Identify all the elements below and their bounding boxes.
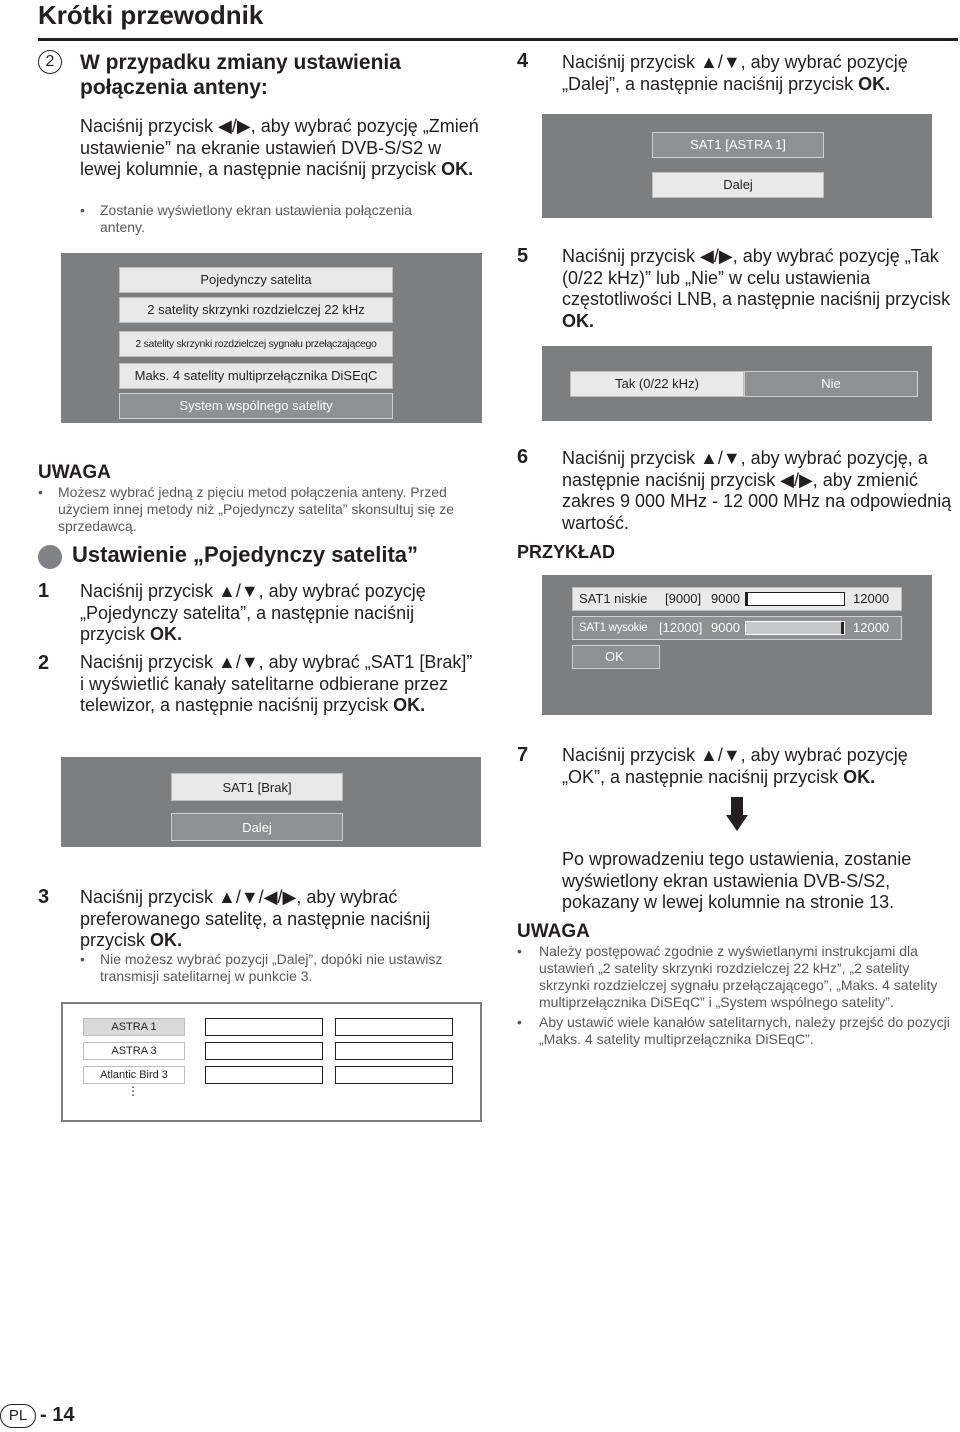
step-text-body: Naciśnij przycisk ▲/▼/◀/▶, aby wybrać preferowanego satelitę, a następnie naciśnij przycisk bbox=[80, 887, 431, 950]
no-button[interactable]: Nie bbox=[744, 371, 918, 397]
menu-item-2-sat-toneburst[interactable]: 2 satelity skrzynki rozdzielczej sygnału przełączającego bbox=[119, 331, 393, 357]
menu-item-common-satellite[interactable]: System wspólnego satelity bbox=[119, 393, 393, 419]
step-text bbox=[562, 745, 952, 788]
step-text-body: Naciśnij przycisk ▲/▼, aby wybrać pozycję „OK”, a następnie naciśnij przycisk bbox=[562, 745, 908, 787]
page-title: Krótki przewodnik bbox=[38, 0, 264, 30]
empty-slot[interactable] bbox=[335, 1018, 453, 1036]
note-bullet: • Aby ustawić wiele kanałów satelitarnych, należy przejść do pozycji „Maks. 4 satelity multiprzełącznika DiSEqC”. bbox=[517, 1014, 950, 1047]
menu-item-4-sat-diseqc[interactable]: Maks. 4 satelity multiprzełącznika DiSEqC bbox=[119, 363, 393, 389]
section-paragraph-text: Naciśnij przycisk ◀/▶, aby wybrać pozycję „Zmień ustawienie” na ekranie ustawień DVB-S/S2 w lewej kolumnie, a następnie naciśnij przycisk bbox=[80, 116, 479, 179]
step-text-body: Naciśnij przycisk ▲/▼, aby wybrać pozycję „Dalej”, a następnie naciśnij przycisk bbox=[562, 52, 908, 94]
empty-slot[interactable] bbox=[205, 1042, 323, 1060]
empty-slot[interactable] bbox=[335, 1042, 453, 1060]
lnb-high-slider-fill bbox=[746, 622, 844, 634]
lnb-high-value: [12000] bbox=[659, 620, 703, 635]
title-rule bbox=[38, 38, 958, 41]
subsection-heading: Ustawienie „Pojedynczy satelita” bbox=[72, 542, 419, 567]
ok-label: OK. bbox=[843, 766, 876, 787]
sat1-astra1-button[interactable]: SAT1 [ASTRA 1] bbox=[652, 132, 824, 158]
satellite-astra3[interactable]: ASTRA 3 bbox=[83, 1042, 185, 1060]
ok-label: OK. bbox=[150, 624, 183, 644]
empty-slot[interactable] bbox=[205, 1018, 323, 1036]
note-text-body: Możesz wybrać jedną z pięciu metod połączenia anteny. Przed użyciem innej metody niż „Pojedynczy satelita” skonsultuj się ze sprzedawcą. bbox=[58, 484, 455, 534]
antenna-menu-panel bbox=[61, 253, 482, 423]
lnb-low-max: 12000 bbox=[853, 591, 890, 606]
step-number: 5 bbox=[517, 245, 529, 267]
lnb-low-row[interactable] bbox=[572, 587, 902, 611]
empty-slot[interactable] bbox=[205, 1066, 323, 1084]
more-items-icon: ⋮ bbox=[127, 1084, 139, 1098]
lnb-low-slider[interactable] bbox=[745, 592, 845, 606]
frequency-menu-panel bbox=[542, 575, 932, 715]
step-text: Naciśnij przycisk ▲/▼, aby wybrać pozycję, a następnie naciśnij przycisk ◀/▶, aby zmienić zakres 9 000 MHz - 12 000 MHz na odpowiednią wartość. bbox=[562, 448, 952, 533]
ok-button[interactable]: OK bbox=[572, 645, 660, 669]
next-button[interactable]: Dalej bbox=[652, 172, 824, 198]
lnb-low-slider-fill bbox=[746, 593, 748, 605]
lnb-high-label: SAT1 wysokie bbox=[579, 622, 648, 634]
section-paragraph bbox=[80, 116, 480, 181]
language-badge: PL bbox=[0, 1404, 36, 1428]
sat1-menu-panel bbox=[61, 757, 481, 847]
next-button[interactable]: Dalej bbox=[171, 813, 343, 841]
lnb-low-label: SAT1 niskie bbox=[579, 591, 648, 606]
lnb-high-min: 9000 bbox=[711, 620, 740, 635]
empty-slot[interactable] bbox=[335, 1066, 453, 1084]
ok-label: OK. bbox=[150, 930, 183, 950]
note-heading: UWAGA bbox=[517, 921, 590, 942]
step-text bbox=[80, 581, 480, 646]
step-text bbox=[80, 887, 480, 952]
page-number: - 14 bbox=[40, 1404, 75, 1426]
section-heading: W przypadku zmiany ustawienia połączenia anteny: bbox=[80, 51, 401, 99]
step-number: 7 bbox=[517, 744, 529, 766]
satellite-atlantic-bird3[interactable]: Atlantic Bird 3 bbox=[83, 1066, 185, 1084]
step-text-body: Naciśnij przycisk ◀/▶, aby wybrać pozycję „Tak (0/22 kHz)” lub „Nie” w celu ustawienia częstotliwości LNB, a następnie naciśnij przycisk bbox=[562, 246, 951, 309]
arrow-down-icon bbox=[726, 797, 748, 831]
step-number: 4 bbox=[517, 50, 529, 72]
bullet-circle-icon bbox=[38, 545, 62, 569]
step-text-body: Naciśnij przycisk ▲/▼, aby wybrać pozycję „Pojedynczy satelita”, a następnie naciśnij przycisk bbox=[80, 581, 426, 644]
step-bullet-text: Nie możesz wybrać pozycji „Dalej”, dopóki nie ustawisz transmisji satelitarnej w punkcie 3. bbox=[100, 951, 443, 984]
section-bullet-text: Zostanie wyświetlony ekran ustawienia połączenia anteny. bbox=[100, 202, 413, 235]
lnb-high-slider[interactable] bbox=[745, 621, 845, 635]
note-heading: UWAGA bbox=[38, 462, 111, 483]
step-number: 6 bbox=[517, 446, 529, 468]
ok-label: OK. bbox=[393, 695, 426, 715]
ok-label: OK. bbox=[441, 159, 474, 179]
ok-label: OK. bbox=[562, 310, 595, 331]
step-text-body: Naciśnij przycisk ▲/▼, aby wybrać „SAT1 [Brak]” i wyświetlić kanały satelitarne odbierane przez telewizor, a następnie naciśnij przycisk bbox=[80, 652, 473, 715]
section-bullet: • Zostanie wyświetlony ekran ustawienia połączenia anteny. bbox=[80, 202, 413, 235]
after-setting-text: Po wprowadzeniu tego ustawienia, zostanie wyświetlony ekran ustawienia DVB-S/S2, pokazany w lewej kolumnie na stronie 13. bbox=[562, 849, 912, 912]
satellite-list-panel bbox=[61, 1002, 482, 1122]
note-text: • Możesz wybrać jedną z pięciu metod połączenia anteny. Przed użyciem innej metody niż „Pojedynczy satelita” skonsultuj się ze sprzedawcą. bbox=[38, 484, 455, 534]
step-text bbox=[562, 246, 952, 332]
astra-menu-panel bbox=[542, 114, 932, 218]
lnb-high-max: 12000 bbox=[853, 620, 890, 635]
satellite-astra1[interactable]: ASTRA 1 bbox=[83, 1018, 185, 1036]
example-heading: PRZYKŁAD bbox=[517, 542, 615, 562]
lnb-high-row[interactable] bbox=[572, 616, 902, 640]
step-text bbox=[80, 652, 480, 717]
menu-item-single-satellite[interactable]: Pojedynczy satelita bbox=[119, 267, 393, 293]
menu-item-2-sat-22khz[interactable]: 2 satelity skrzynki rozdzielczej 22 kHz bbox=[119, 297, 393, 323]
step-number: 3 bbox=[38, 886, 50, 908]
step-bullet: • Nie możesz wybrać pozycji „Dalej”, dopóki nie ustawisz transmisji satelitarnej w punkcie 3. bbox=[80, 951, 443, 984]
step-number: 2 bbox=[38, 652, 50, 674]
sat1-none-button[interactable]: SAT1 [Brak] bbox=[171, 773, 343, 801]
yes-22khz-button[interactable]: Tak (0/22 kHz) bbox=[570, 371, 744, 397]
note-bullet: • Należy postępować zgodnie z wyświetlanymi instrukcjami dla ustawień „2 satelity skrzynki rozdzielczej 22 kHz”, „2 satelity skrzynki rozdzielczej sygnału przełączającego”, „Maks. 4 satelity multiprzełącznika DiSEqC” i „System wspólnego satelity”. bbox=[517, 943, 938, 1010]
note-bullet-text: Aby ustawić wiele kanałów satelitarnych, należy przejść do pozycji „Maks. 4 satelity multiprzełącznika DiSEqC”. bbox=[539, 1014, 950, 1047]
note-bullet-text: Należy postępować zgodnie z wyświetlanymi instrukcjami dla ustawień „2 satelity skrzynki rozdzielczej 22 kHz”, „2 satelity skrzynki rozdzielczej sygnału przełączającego”, „Maks. 4 satelity multiprzełącznika DiSEqC” i „System wspólnego satelity”. bbox=[539, 943, 938, 1010]
section-number: 2 bbox=[38, 50, 62, 74]
ok-label: OK. bbox=[858, 73, 891, 94]
step-text bbox=[562, 52, 952, 95]
lnb-low-value: [9000] bbox=[665, 591, 702, 606]
lnb-menu-panel bbox=[542, 346, 932, 421]
lnb-low-min: 9000 bbox=[711, 591, 740, 606]
step-number: 1 bbox=[38, 580, 50, 602]
